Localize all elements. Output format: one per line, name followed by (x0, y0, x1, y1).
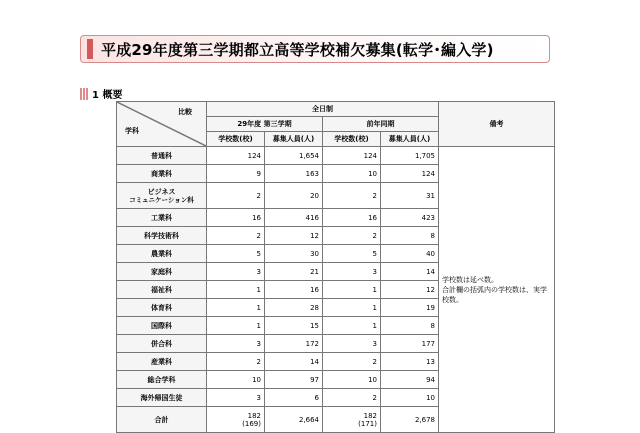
total-schools-current-value: 182 (247, 411, 261, 420)
schools-current: 5 (207, 245, 265, 263)
remarks-header: 備考 (439, 102, 555, 147)
recruits-current: 172 (265, 335, 323, 353)
recruits-current: 14 (265, 353, 323, 371)
corner-department-label: 学科 (125, 127, 139, 135)
schools-current: 1 (207, 281, 265, 299)
col-schools-previous: 学校数(校) (323, 132, 381, 147)
total-schools-previous-actual: (171) (358, 419, 377, 428)
title-accent-bar (87, 39, 93, 59)
recruits-current: 30 (265, 245, 323, 263)
schools-previous: 2 (323, 389, 381, 407)
row-label: 体育科 (117, 299, 207, 317)
schools-current: 2 (207, 227, 265, 245)
recruits-previous: 10 (381, 389, 439, 407)
recruits-previous: 19 (381, 299, 439, 317)
recruits-current: 21 (265, 263, 323, 281)
row-label: 福祉科 (117, 281, 207, 299)
remarks-line-2: 合計欄の括弧内の学校数は、実学校数。 (442, 285, 547, 304)
row-label: 産業科 (117, 353, 207, 371)
recruits-previous: 177 (381, 335, 439, 353)
schools-previous: 3 (323, 263, 381, 281)
total-schools-previous (323, 407, 381, 433)
row-label: 海外帰国生徒 (117, 389, 207, 407)
recruits-previous: 14 (381, 263, 439, 281)
section-label: 1 概要 (92, 90, 123, 101)
recruits-current: 416 (265, 209, 323, 227)
schools-current: 1 (207, 317, 265, 335)
table-row (117, 147, 555, 165)
schools-previous: 1 (323, 299, 381, 317)
schools-current: 1 (207, 299, 265, 317)
schools-previous: 2 (323, 353, 381, 371)
schools-current: 10 (207, 371, 265, 389)
recruits-previous: 8 (381, 317, 439, 335)
recruits-previous: 31 (381, 183, 439, 209)
recruits-current: 28 (265, 299, 323, 317)
recruits-current: 12 (265, 227, 323, 245)
recruitment-table (116, 101, 555, 433)
recruits-current: 6 (265, 389, 323, 407)
schools-current: 2 (207, 183, 265, 209)
schools-previous: 3 (323, 335, 381, 353)
schools-current: 16 (207, 209, 265, 227)
schools-current: 124 (207, 147, 265, 165)
recruits-previous: 8 (381, 227, 439, 245)
recruits-previous: 94 (381, 371, 439, 389)
schools-previous: 16 (323, 209, 381, 227)
recruits-previous: 13 (381, 353, 439, 371)
col-recruits-previous: 募集人員(人) (381, 132, 439, 147)
row-label-line-2: コミュニケーション科 (129, 195, 194, 204)
schools-previous: 1 (323, 281, 381, 299)
recruits-current: 163 (265, 165, 323, 183)
schools-previous: 10 (323, 165, 381, 183)
remarks-cell (439, 147, 555, 433)
schools-previous: 1 (323, 317, 381, 335)
recruits-current: 16 (265, 281, 323, 299)
row-label: 普通科 (117, 147, 207, 165)
group-header: 全日制 (207, 102, 439, 117)
schools-current: 3 (207, 263, 265, 281)
recruits-previous: 12 (381, 281, 439, 299)
schools-previous: 10 (323, 371, 381, 389)
recruits-current: 1,654 (265, 147, 323, 165)
col-recruits-current: 募集人員(人) (265, 132, 323, 147)
recruits-current: 20 (265, 183, 323, 209)
recruits-previous: 124 (381, 165, 439, 183)
schools-current: 3 (207, 389, 265, 407)
row-label: 総合学科 (117, 371, 207, 389)
period-current-header: 29年度 第三学期 (207, 117, 323, 132)
total-recruits-previous: 2,678 (381, 407, 439, 433)
row-label: 科学技術科 (117, 227, 207, 245)
row-label: 商業科 (117, 165, 207, 183)
schools-previous: 2 (323, 227, 381, 245)
schools-previous: 5 (323, 245, 381, 263)
schools-previous: 124 (323, 147, 381, 165)
recruits-previous: 1,705 (381, 147, 439, 165)
corner-header-cell (117, 102, 207, 147)
section-heading (80, 86, 122, 101)
schools-previous: 2 (323, 183, 381, 209)
remarks-line-1: 学校数は延べ数。 (442, 275, 498, 284)
row-label: 工業科 (117, 209, 207, 227)
row-label: 農業科 (117, 245, 207, 263)
recruits-current: 15 (265, 317, 323, 335)
page-title: 平成29年度第三学期都立高等学校補欠募集(転学･編入学) (101, 40, 494, 59)
row-label: 併合科 (117, 335, 207, 353)
corner-compare-label: 比較 (178, 108, 192, 116)
recruits-previous: 40 (381, 245, 439, 263)
schools-current: 9 (207, 165, 265, 183)
total-schools-current-actual: (169) (242, 419, 261, 428)
col-schools-current: 学校数(校) (207, 132, 265, 147)
total-recruits-current: 2,664 (265, 407, 323, 433)
schools-current: 3 (207, 335, 265, 353)
total-schools-current (207, 407, 265, 433)
row-label: 家庭科 (117, 263, 207, 281)
row-label: 国際科 (117, 317, 207, 335)
section-marker-icon (80, 88, 88, 100)
page-title-box (80, 35, 550, 63)
schools-current: 2 (207, 353, 265, 371)
total-schools-previous-value: 182 (363, 411, 377, 420)
recruits-current: 97 (265, 371, 323, 389)
period-previous-header: 前年同期 (323, 117, 439, 132)
header-row-1 (117, 102, 555, 117)
row-label (117, 183, 207, 209)
recruits-previous: 423 (381, 209, 439, 227)
row-label-line-1: ビジネス (147, 187, 176, 196)
total-label: 合計 (117, 407, 207, 433)
